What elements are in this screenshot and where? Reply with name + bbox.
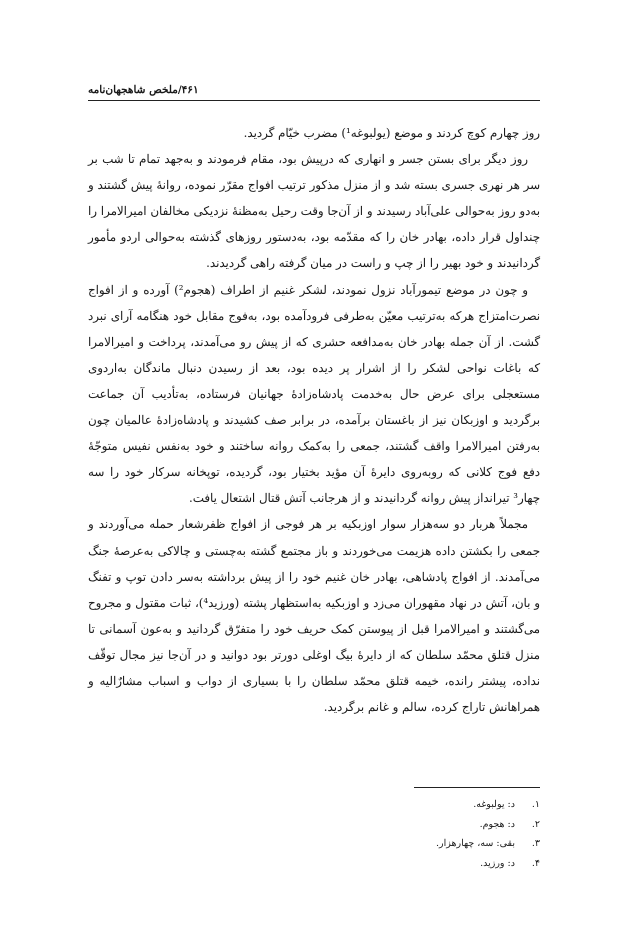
running-title: ۴۶۱/ملخص شاهجهان‌نامه bbox=[88, 84, 199, 96]
footnote-text: بقی: سه، چهارهزار. bbox=[436, 838, 515, 850]
footnote-rule bbox=[414, 787, 540, 788]
footnote-number: ۲. bbox=[531, 818, 540, 830]
paragraph-2: روز دیگر برای بستن جسر و انهاری که درپیش بود، مقام فرمودند و به‌جهد تمام تا شب بر سر هر نهری جسری بسته شد و از منزل مذکور ترتیب افواج مقرّر نموده، روانهٔ پیش گشتند و به‌دو روز به‌حوالی علی‌آباد رسیدند و از آن‌جا وقت رحیل به‌مظنهٔ نزدیکی مخالفان امیرالامرا را چنداول قرار داده، بهادر خان را که مقدّمه بود، به‌دستور روزهای گذشته به‌حوالی اردو مأمور گردانیدند و خود بهیر را از چپ و راست در میان گرفته راهی گردیدند. bbox=[88, 152, 540, 271]
main-text bbox=[88, 120, 540, 720]
header-rule bbox=[88, 100, 540, 101]
footnotes bbox=[300, 795, 540, 874]
footnote bbox=[300, 834, 540, 854]
footnote-text: د: یولبوغه. bbox=[473, 799, 515, 810]
footnote bbox=[300, 815, 540, 835]
footnote-number: ۱. bbox=[531, 799, 540, 810]
footnote bbox=[300, 854, 540, 874]
footnote-number: ۴. bbox=[531, 858, 540, 870]
footnote-text: د: هجوم. bbox=[479, 818, 515, 830]
footnote-text: د: ورزید. bbox=[480, 858, 515, 870]
paragraph-4: مجملاً هربار دو سه‌هزار سوار اوزبکیه بر هر فوجی از افواج ظفرشعار حمله می‌آوردند و جمعی را بکشتن داده هزیمت می‌خوردند و باز مجتمع گشته به‌چستی و چالاکی به‌عرصهٔ جنگ می‌آمدند. از افواج پادشاهی، بهادر خان غنیم خود را از پیش برداشته به‌سر دادن توپ و تفنگ و بان، آتش در نهاد مقهوران می‌زد و اوزبکیه به‌استظهار پشته (ورزید⁴)، ثبات مقتول و مجروح می‌گشتند و امیرالامرا قبل از پیوستن کمک حریف خود را متفرّق گردانید و به‌عون آسمانی تا منزل قتلق محمّد سلطان که از دایرهٔ بیگ اوغلی دورتر بود دوانید و در آن‌جا نیز مجال توقّف نداده، پیشتر رانده، خیمه قتلق محمّد سلطان را با بسیاری از دواب و اسباب مشارٌالیه و همراهانش تاراج کرده، سالم و غانم برگردید. bbox=[88, 517, 540, 715]
footnote bbox=[300, 795, 540, 815]
paragraph-1: روز چهارم کوچ کردند و موضع (یولبوغه¹) مضرب خیّام گردید. bbox=[243, 126, 540, 140]
footnote-number: ۳. bbox=[531, 838, 540, 850]
running-header bbox=[88, 78, 540, 96]
paragraph-3: و چون در موضع تیمورآباد نزول نمودند، لشکر غنیم از اطراف (هجوم²) آورده و از افواج نصرت‌امتزاج هرکه به‌ترتیب معیّن به‌طرفی فرودآمده بود، به‌فوج مقابل خود هنگامه آرای نبرد گشت. از آن جمله بهادر خان به‌مدافعه حشری که از پیش رو می‌آمدند، پرداخت و امیرالامرا که باغات نواحی لشکر را از اشرار پر دیده بود، بعد از رسیدن دنبال ماندگان به‌اردوی مستعجلی برای عرض حال به‌خدمت پادشاه‌زادهٔ جهانیان فرستاده، به‌تأدیب آن جماعت برگردید و اوزبکان نیز از باغستان برآمده، در برابر صف کشیدند و پادشاه‌زادهٔ عالمیان چون به‌رفتن امیرالامرا واقف گشتند، جمعی را به‌کمک روانه ساختند و خود به‌نفس نفیس متوجّهٔ دفع فوج کلانی که روبه‌روی دایرهٔ آن مؤید بختیار بود، گردیده، توپخانه سرکار خود را سه چهار³ تیرانداز پیش روانه گردانیدند و از هرجانب آتش قتال اشتعال یافت. bbox=[88, 282, 540, 506]
